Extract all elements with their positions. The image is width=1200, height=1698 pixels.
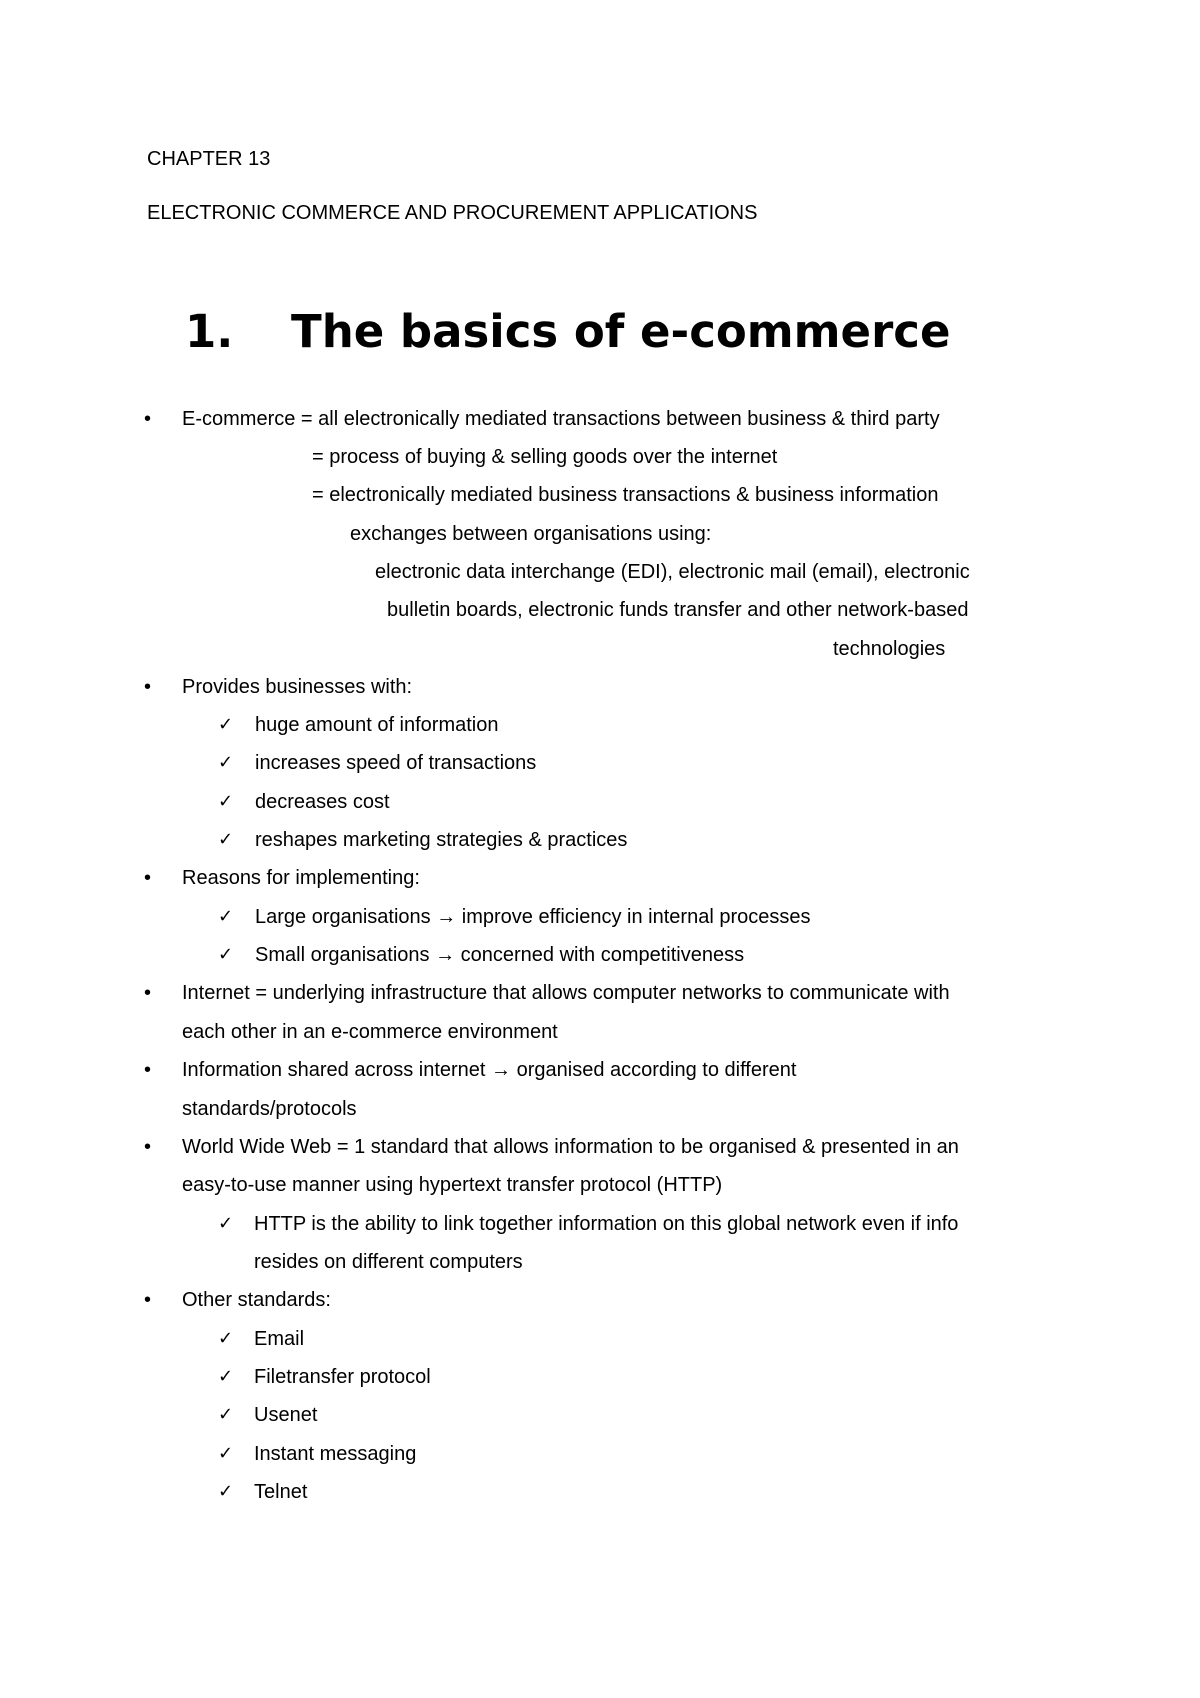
bullet-icon: •: [144, 408, 152, 430]
bullet-icon: •: [144, 676, 152, 698]
provides-item: reshapes marketing strategies & practices: [255, 829, 628, 851]
check-icon: ✓: [218, 829, 234, 850]
definition-line-3: = electronically mediated business transactions & business information: [312, 484, 939, 506]
reasons-item: Small organisations → concerned with competitiveness: [255, 944, 745, 966]
internet-line-2: each other in an e-commerce environment: [182, 1021, 558, 1043]
reasons-item: Large organisations → improve efficiency in internal processes: [255, 906, 811, 928]
other-item: Telnet: [254, 1481, 308, 1503]
check-icon: ✓: [218, 944, 234, 965]
check-icon: ✓: [218, 1481, 234, 1502]
provides-item: decreases cost: [255, 791, 390, 813]
check-icon: ✓: [218, 714, 234, 735]
www-line-1: World Wide Web = 1 standard that allows information to be organised & presented in an: [182, 1136, 959, 1158]
chapter-subtitle: ELECTRONIC COMMERCE AND PROCUREMENT APPLICATIONS: [147, 202, 758, 224]
check-icon: ✓: [218, 1213, 234, 1234]
other-item: Email: [254, 1328, 305, 1350]
www-line-2: easy-to-use manner using hypertext transfer protocol (HTTP): [182, 1174, 723, 1196]
internet-line-1: Internet = underlying infrastructure that allows computer networks to communicate with: [182, 982, 950, 1004]
info-shared-line-2: standards/protocols: [182, 1098, 357, 1120]
definition-line-2: = process of buying & selling goods over the internet: [312, 446, 778, 468]
definition-line-5: electronic data interchange (EDI), electronic mail (email), electronic: [375, 561, 970, 583]
check-icon: ✓: [218, 1404, 234, 1425]
provides-label: Provides businesses with:: [182, 676, 413, 698]
definition-line-1: E-commerce = all electronically mediated transactions between business & third party: [182, 408, 940, 430]
check-icon: ✓: [218, 791, 234, 812]
www-sub-line-2: resides on different computers: [254, 1251, 523, 1273]
definition-line-7: technologies: [833, 638, 946, 660]
other-item: Filetransfer protocol: [254, 1366, 431, 1388]
bullet-icon: •: [144, 1059, 152, 1081]
check-icon: ✓: [218, 1443, 234, 1464]
definition-line-4: exchanges between organisations using:: [350, 523, 712, 545]
provides-item: huge amount of information: [255, 714, 499, 736]
chapter-label: CHAPTER 13: [147, 148, 271, 170]
section-title: The basics of e-commerce: [291, 305, 951, 358]
www-sub-line-1: HTTP is the ability to link together information on this global network even if info: [254, 1213, 959, 1235]
bullet-icon: •: [144, 867, 152, 889]
provides-item: increases speed of transactions: [255, 752, 537, 774]
bullet-icon: •: [144, 982, 152, 1004]
definition-line-6: bulletin boards, electronic funds transfer and other network-based: [387, 599, 969, 621]
section-number: 1.: [185, 305, 234, 358]
check-icon: ✓: [218, 752, 234, 773]
other-label: Other standards:: [182, 1289, 331, 1311]
reasons-label: Reasons for implementing:: [182, 867, 420, 889]
check-icon: ✓: [218, 906, 234, 927]
check-icon: ✓: [218, 1366, 234, 1387]
bullet-icon: •: [144, 1289, 152, 1311]
other-item: Instant messaging: [254, 1443, 417, 1465]
other-item: Usenet: [254, 1404, 318, 1426]
check-icon: ✓: [218, 1328, 234, 1349]
info-shared-line-1: Information shared across internet → organised according to different: [182, 1059, 797, 1081]
bullet-icon: •: [144, 1136, 152, 1158]
